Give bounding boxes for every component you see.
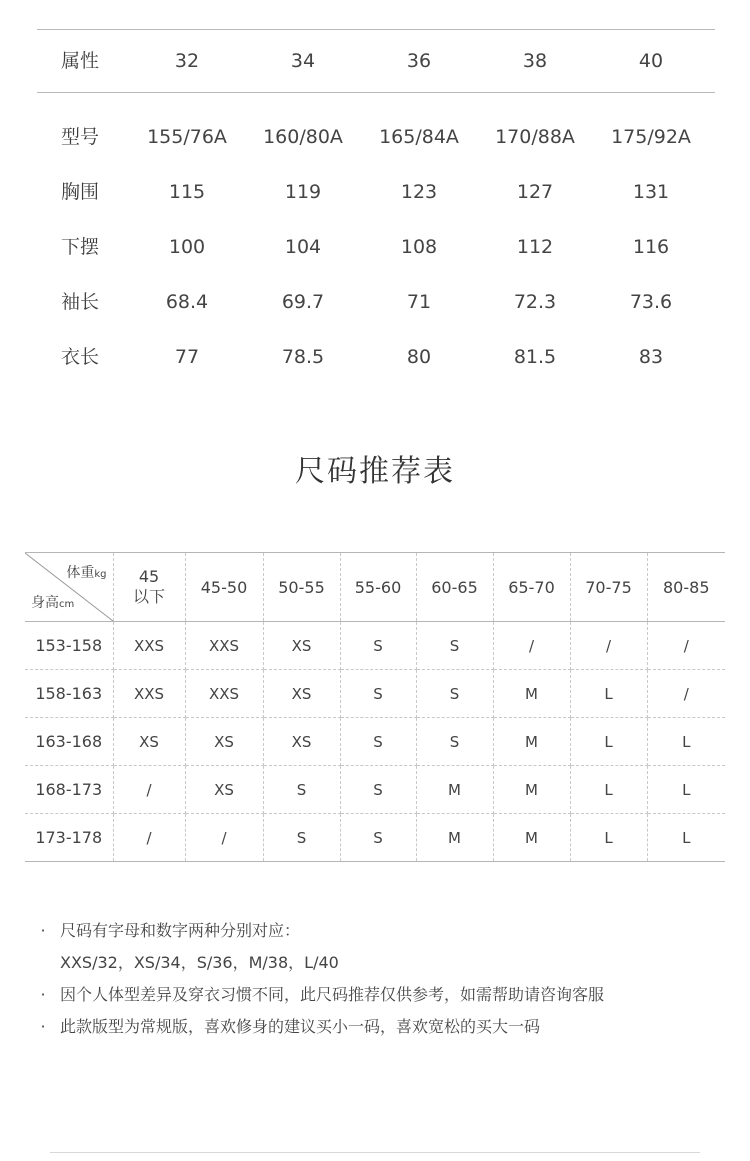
weight-col-header: 45 以下 — [113, 553, 185, 622]
size-cell: L — [570, 670, 647, 718]
height-range: 173-178 — [25, 814, 113, 862]
size-cell: / — [647, 622, 725, 670]
table-cell: 175/92A — [611, 126, 691, 148]
table-row — [25, 718, 725, 766]
height-range: 168-173 — [25, 766, 113, 814]
size-cell: / — [185, 814, 263, 862]
height-axis-label: 身高cm — [31, 595, 75, 611]
size-cell: M — [493, 814, 570, 862]
table-row — [25, 670, 725, 718]
size-notes — [36, 915, 726, 1043]
header-size-36: 36 — [406, 50, 432, 72]
table-cell: 131 — [632, 181, 670, 203]
size-cell: XS — [185, 766, 263, 814]
header-attr-label: 属性 — [60, 50, 100, 72]
size-cell: XXS — [185, 670, 263, 718]
weight-col-header: 65-70 — [493, 553, 570, 622]
weight-col-header: 50-55 — [263, 553, 340, 622]
note-text: 此款版型为常规版，喜欢修身的建议买小一码，喜欢宽松的买大一码 — [60, 1017, 541, 1036]
size-cell: M — [493, 670, 570, 718]
weight-axis-label: 体重kg — [66, 565, 107, 581]
table-cell: 81.5 — [513, 346, 557, 368]
size-cell: / — [493, 622, 570, 670]
header-size-32: 32 — [174, 50, 200, 72]
header-size-34: 34 — [290, 50, 316, 72]
size-cell: L — [647, 766, 725, 814]
table-cell: 69.7 — [281, 291, 325, 313]
weight-col-header: 70-75 — [570, 553, 647, 622]
table-cell: 83 — [638, 346, 664, 368]
bullet-dot-icon: · — [40, 921, 46, 940]
size-cell: L — [570, 766, 647, 814]
size-cell: XS — [263, 718, 340, 766]
size-cell: L — [570, 814, 647, 862]
table-cell: 115 — [168, 181, 206, 203]
row-label: 衣长 — [60, 346, 100, 368]
note-item — [36, 915, 726, 979]
table-row — [25, 622, 725, 670]
size-cell: / — [647, 670, 725, 718]
size-cell: L — [647, 814, 725, 862]
table-row — [25, 814, 725, 862]
size-cell: XXS — [113, 622, 185, 670]
table-cell: 73.6 — [629, 291, 673, 313]
header-size-40: 40 — [638, 50, 664, 72]
height-range: 153-158 — [25, 622, 113, 670]
table-cell: 68.4 — [165, 291, 209, 313]
row-label: 型号 — [60, 126, 100, 148]
size-cell: S — [263, 814, 340, 862]
size-cell: M — [493, 718, 570, 766]
size-table-row-chest — [0, 172, 750, 212]
weight-col-header: 45-50 — [185, 553, 263, 622]
size-cell: / — [113, 814, 185, 862]
header-size-38: 38 — [522, 50, 548, 72]
size-cell: S — [416, 718, 493, 766]
size-recommend-table — [25, 552, 725, 862]
size-table-row-length — [0, 337, 750, 377]
table-cell: 112 — [516, 236, 554, 258]
size-cell: XS — [263, 622, 340, 670]
table-header-rule — [37, 92, 715, 93]
size-cell: S — [416, 622, 493, 670]
size-cell: S — [340, 766, 416, 814]
table-cell: 127 — [516, 181, 554, 203]
table-cell: 119 — [284, 181, 322, 203]
size-cell: / — [113, 766, 185, 814]
size-table-header — [0, 41, 750, 81]
table-cell: 80 — [406, 346, 432, 368]
table-row — [25, 766, 725, 814]
size-cell: S — [340, 670, 416, 718]
table-cell: 170/88A — [495, 126, 575, 148]
table-cell: 155/76A — [147, 126, 227, 148]
table-cell: 77 — [174, 346, 200, 368]
table-cell: 116 — [632, 236, 670, 258]
recommend-header-row — [25, 553, 725, 622]
corner-cell — [25, 553, 113, 622]
table-cell: 104 — [284, 236, 322, 258]
note-size-mapping: XXS/32，XS/34，S/36，M/38，L/40 — [60, 953, 339, 972]
size-cell: XS — [113, 718, 185, 766]
size-table-row-hem — [0, 227, 750, 267]
note-item — [36, 979, 726, 1011]
weight-col-header: 60-65 — [416, 553, 493, 622]
table-cell: 78.5 — [281, 346, 325, 368]
table-cell: 72.3 — [513, 291, 557, 313]
size-cell: XXS — [113, 670, 185, 718]
section-title: 尺码推荐表 — [295, 454, 455, 489]
weight-col-header: 80-85 — [647, 553, 725, 622]
note-text: 尺码有字母和数字两种分别对应： — [60, 921, 301, 940]
size-cell: S — [340, 718, 416, 766]
table-cell: 100 — [168, 236, 206, 258]
bottom-rule — [50, 1152, 700, 1153]
size-cell: L — [647, 718, 725, 766]
table-cell: 108 — [400, 236, 438, 258]
note-item — [36, 1011, 726, 1043]
row-label: 下摆 — [60, 236, 100, 258]
size-cell: M — [416, 766, 493, 814]
size-cell: XS — [185, 718, 263, 766]
size-cell: / — [570, 622, 647, 670]
size-cell: M — [416, 814, 493, 862]
table-cell: 165/84A — [379, 126, 459, 148]
size-cell: S — [416, 670, 493, 718]
size-cell: S — [340, 814, 416, 862]
height-range: 158-163 — [25, 670, 113, 718]
size-cell: XXS — [185, 622, 263, 670]
table-cell: 71 — [406, 291, 432, 313]
size-cell: XS — [263, 670, 340, 718]
size-cell: M — [493, 766, 570, 814]
size-table-row-sleeve — [0, 282, 750, 322]
bullet-dot-icon: · — [40, 985, 46, 1004]
size-cell: S — [263, 766, 340, 814]
row-label: 袖长 — [60, 291, 100, 313]
size-cell: S — [340, 622, 416, 670]
size-table-row-model — [0, 117, 750, 157]
bullet-dot-icon: · — [40, 1017, 46, 1036]
table-cell: 160/80A — [263, 126, 343, 148]
height-range: 163-168 — [25, 718, 113, 766]
row-label: 胸围 — [60, 181, 100, 203]
table-top-rule — [37, 29, 715, 30]
size-cell: L — [570, 718, 647, 766]
weight-col-header: 55-60 — [340, 553, 416, 622]
note-text: 因个人体型差异及穿衣习惯不同，此尺码推荐仅供参考，如需帮助请咨询客服 — [60, 985, 605, 1004]
table-cell: 123 — [400, 181, 438, 203]
